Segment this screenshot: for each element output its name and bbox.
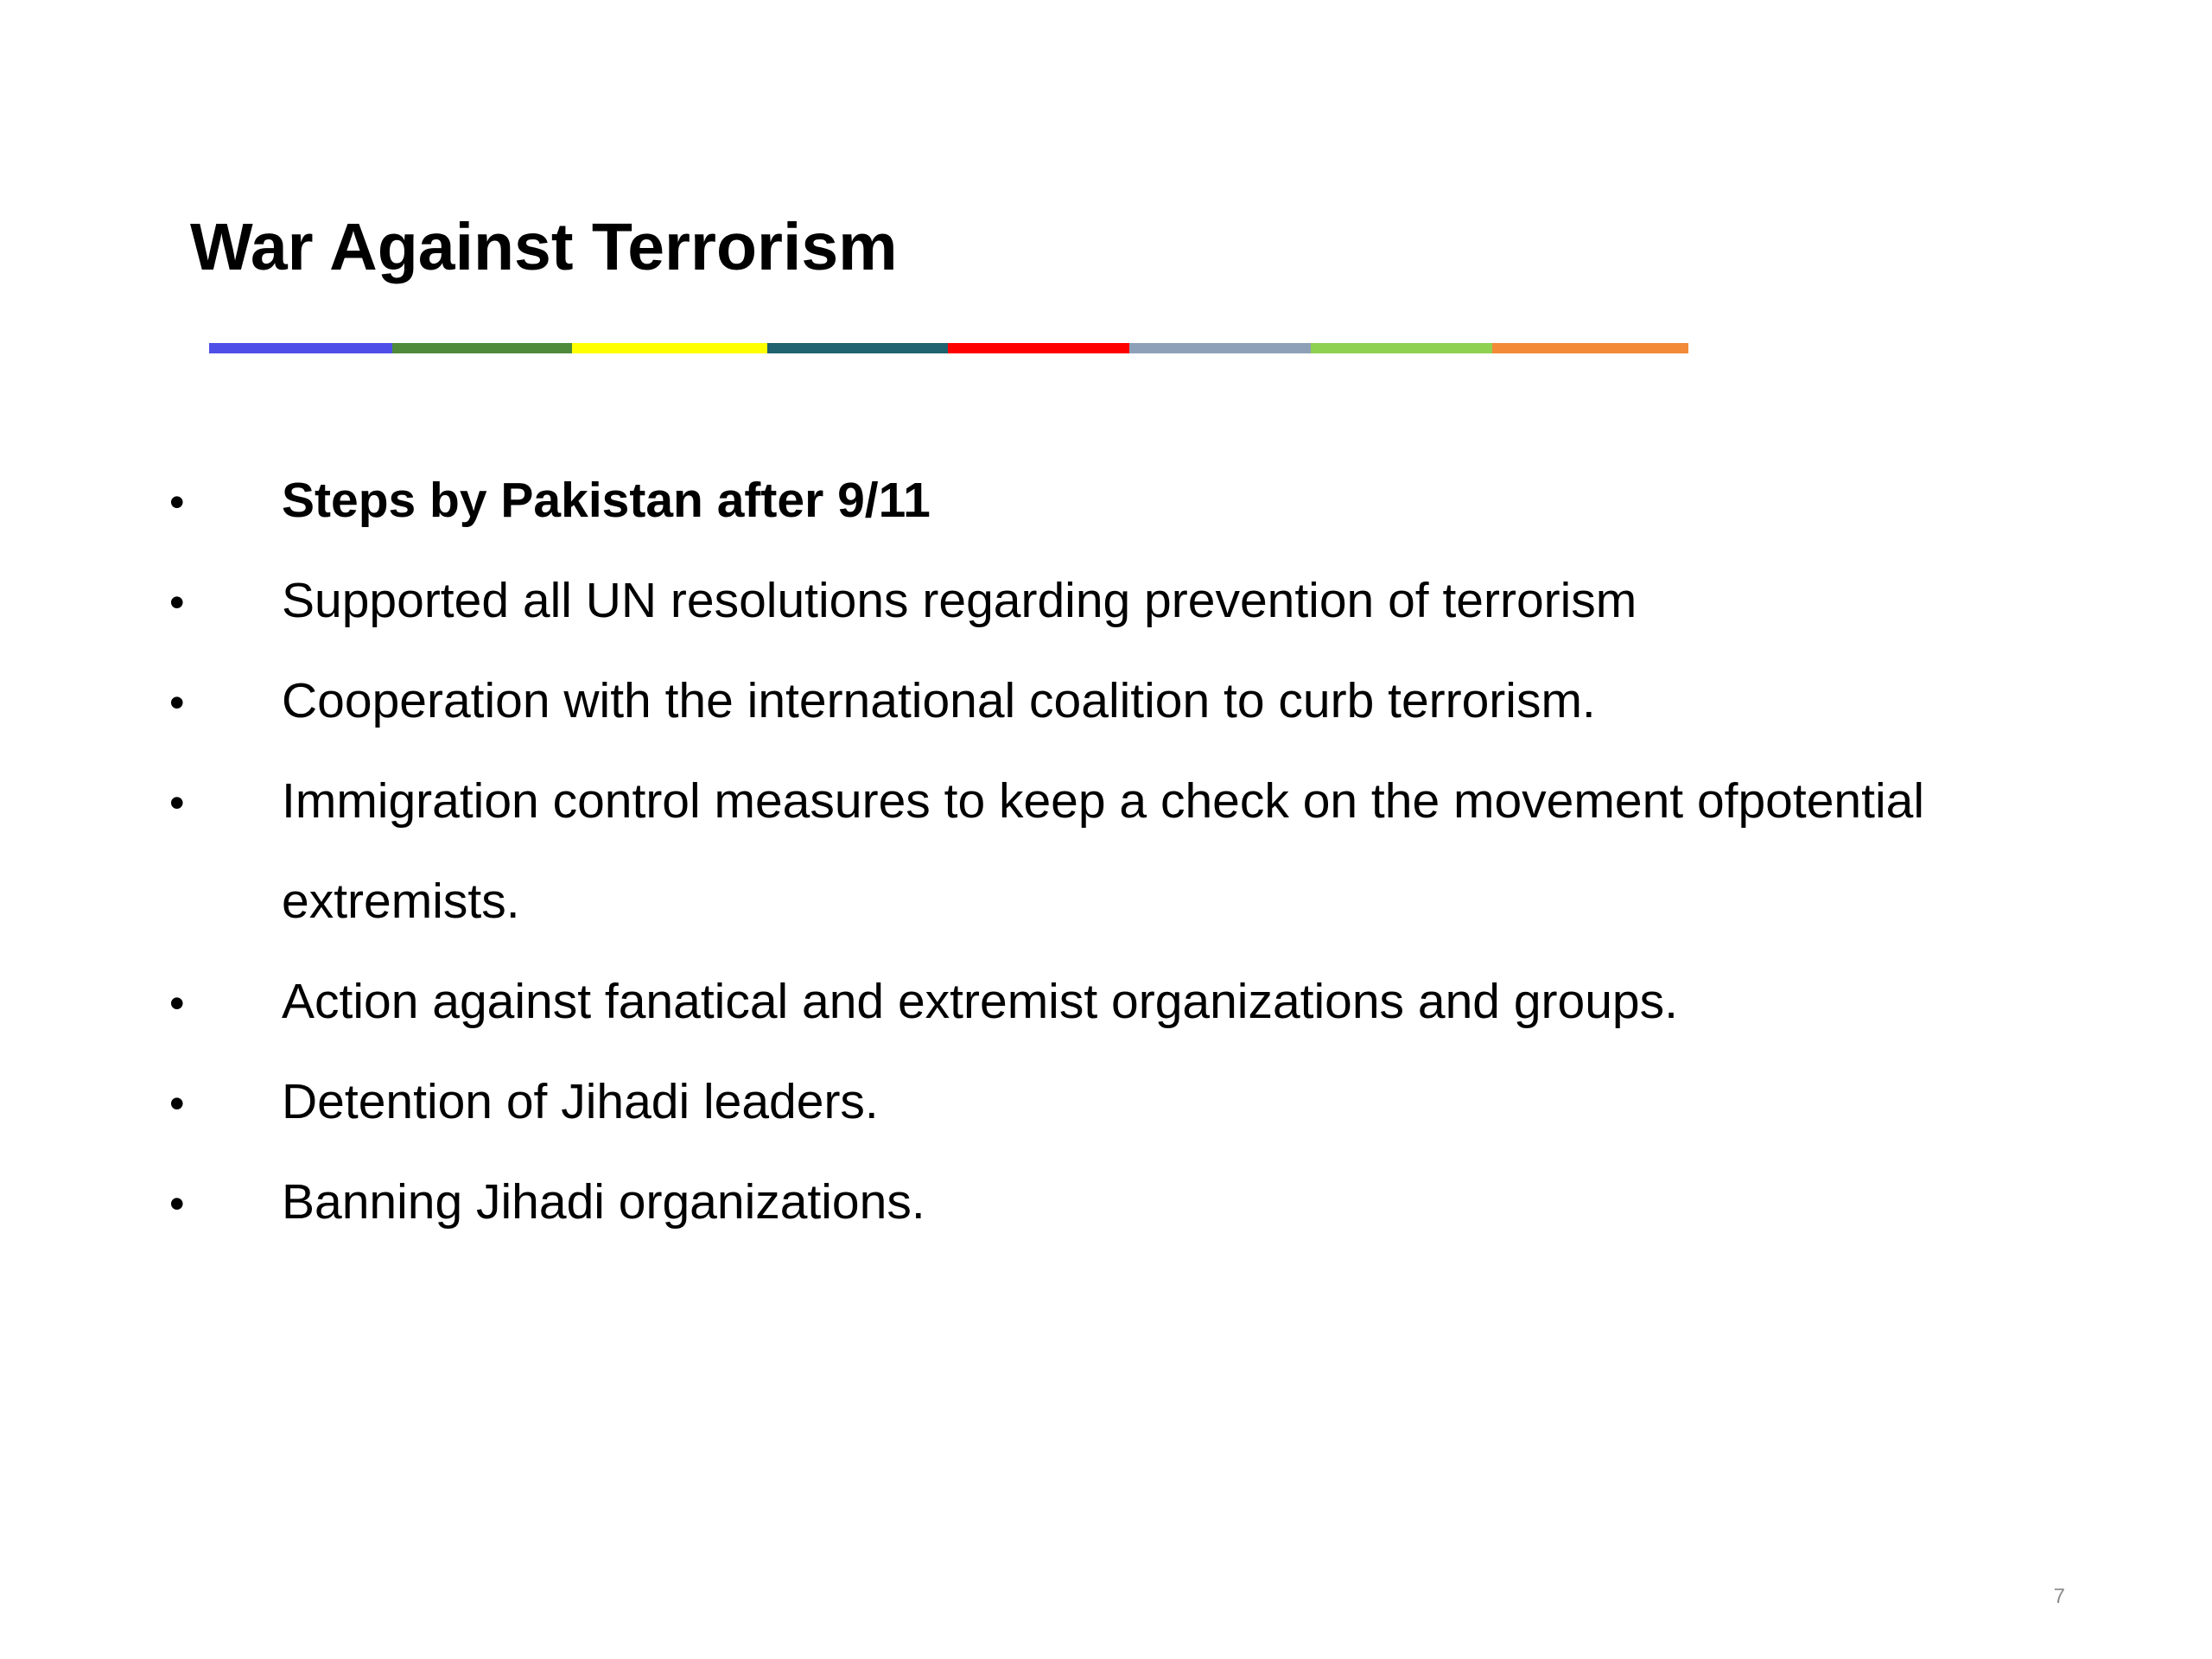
bullet-glyph: • [169, 1079, 185, 1128]
page-number: 7 [2053, 1585, 2065, 1608]
bullet-glyph: • [169, 478, 185, 526]
list-item [169, 1052, 2088, 1154]
bullet-text: Banning Jihadi organizations. [282, 1174, 925, 1230]
bullet-text: Cooperation with the international coalition to curb terrorism. [282, 673, 1596, 728]
list-item-continuation: extremists. [282, 874, 520, 929]
list-item [169, 751, 2088, 853]
bullet-glyph: • [169, 1179, 185, 1228]
bullet-text: Action against fanatical and extremist organizations and groups. [282, 974, 1678, 1029]
slide-title: War Against Terrorism [190, 210, 898, 284]
list-item [169, 550, 2088, 652]
bullet-text: Immigration control measures to keep a check on the movement ofpotential [282, 773, 1924, 829]
bullet-glyph: • [169, 779, 185, 827]
bullet-text: Supported all UN resolutions regarding prevention of terrorism [282, 573, 1637, 628]
bullet-glyph: • [169, 578, 185, 626]
list-item [169, 450, 2088, 552]
list-item [169, 651, 2088, 753]
list-item [169, 1152, 2088, 1254]
list-item [169, 951, 2088, 1053]
bullet-glyph: • [169, 678, 185, 727]
bullet-text: Steps by Pakistan after 9/11 [282, 473, 931, 528]
bullet-glyph: • [169, 979, 185, 1027]
bullet-text: Detention of Jihadi leaders. [282, 1074, 879, 1129]
